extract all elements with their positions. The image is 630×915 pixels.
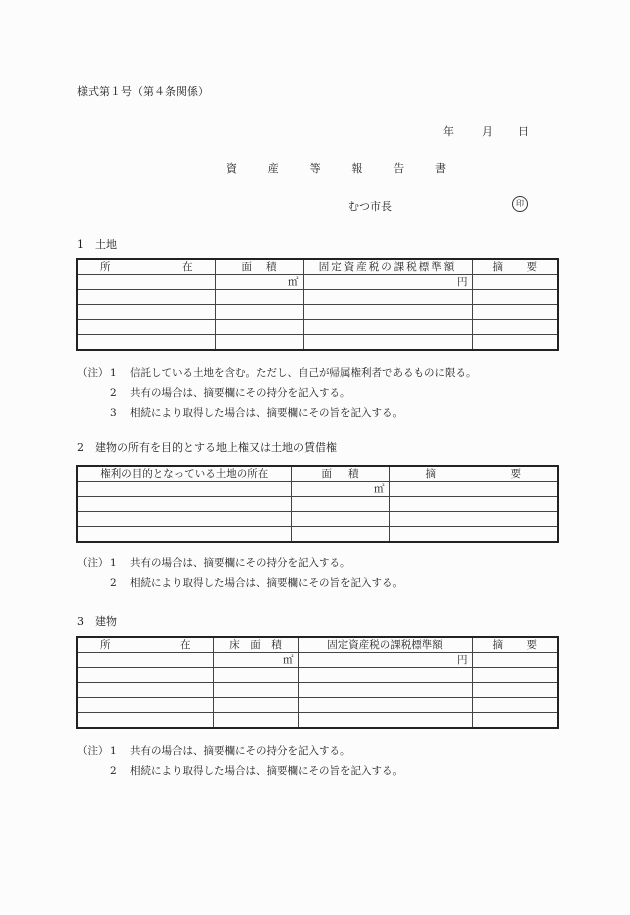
seal-icon: 印	[512, 196, 528, 212]
area-cell[interactable]	[215, 335, 303, 351]
land-table	[76, 258, 559, 351]
remarks-cell[interactable]	[472, 290, 558, 305]
col-tax-base: 固定資産税の課税標準額	[303, 259, 472, 275]
section1-notes	[77, 363, 477, 423]
form-number: 様式第１号（第４条関係）	[77, 85, 209, 98]
remarks-cell[interactable]	[472, 305, 558, 320]
area-cell[interactable]	[215, 320, 303, 335]
table-row	[77, 713, 558, 729]
tax-base-cell[interactable]: 円	[303, 275, 472, 290]
title-char: 書	[434, 162, 446, 175]
table-row	[77, 320, 558, 335]
area-cell[interactable]	[291, 497, 389, 512]
section2-notes	[77, 553, 403, 593]
location-cell[interactable]	[77, 653, 213, 668]
leasehold-table	[76, 465, 559, 543]
title-char: 産	[267, 162, 279, 175]
table-header-row	[77, 637, 558, 653]
remarks-cell[interactable]	[472, 335, 558, 351]
col-land-location: 権利の目的となっている土地の所在	[77, 466, 291, 482]
area-cell[interactable]: ㎡	[291, 482, 389, 497]
table-header-row	[77, 259, 558, 275]
table-row	[77, 497, 558, 512]
section3-notes	[77, 741, 403, 781]
tax-base-cell[interactable]	[298, 698, 472, 713]
remarks-cell[interactable]	[472, 713, 558, 729]
note: 2 相続により取得した場合は、摘要欄にその旨を記入する。	[110, 577, 403, 589]
table-row	[77, 305, 558, 320]
table-row	[77, 527, 558, 543]
note: 3 相続により取得した場合は、摘要欄にその旨を記入する。	[110, 407, 403, 419]
note: 2 相続により取得した場合は、摘要欄にその旨を記入する。	[110, 765, 403, 777]
remarks-cell[interactable]	[472, 653, 558, 668]
remarks-cell[interactable]	[389, 497, 558, 512]
floor-area-cell[interactable]	[213, 713, 298, 729]
area-cell[interactable]	[291, 527, 389, 543]
area-cell[interactable]	[215, 290, 303, 305]
col-remarks: 摘 要	[472, 259, 558, 275]
table-row	[77, 512, 558, 527]
date-year-label: 年	[443, 125, 454, 138]
title-char: 報	[351, 162, 363, 175]
table-row	[77, 335, 558, 351]
remarks-cell[interactable]	[389, 482, 558, 497]
location-cell[interactable]	[77, 305, 215, 320]
tax-base-cell[interactable]	[303, 335, 472, 351]
addressee: むつ市長	[348, 200, 392, 213]
area-cell[interactable]	[215, 305, 303, 320]
col-remarks: 摘 要	[389, 466, 558, 482]
table-header-row	[77, 466, 558, 482]
title-char: 告	[393, 162, 405, 175]
remarks-cell[interactable]	[472, 668, 558, 683]
note: 2 共有の場合は、摘要欄にその持分を記入する。	[110, 387, 351, 399]
table-row	[77, 275, 558, 290]
location-cell[interactable]	[77, 320, 215, 335]
table-row	[77, 653, 558, 668]
location-cell[interactable]	[77, 290, 215, 305]
location-cell[interactable]	[77, 275, 215, 290]
remarks-cell[interactable]	[389, 527, 558, 543]
floor-area-cell[interactable]: ㎡	[213, 653, 298, 668]
remarks-cell[interactable]	[389, 512, 558, 527]
tax-base-cell[interactable]	[298, 683, 472, 698]
document-title	[226, 160, 446, 176]
date-day-label: 日	[518, 125, 529, 138]
note: （注） 1 信託している土地を含む。ただし、自己が帰属権利者であるものに限る。	[77, 367, 477, 379]
title-char: 等	[309, 162, 321, 175]
tax-base-cell[interactable]	[303, 320, 472, 335]
section3-heading: 3 建物	[77, 615, 117, 628]
date-month-label: 月	[482, 125, 493, 138]
floor-area-cell[interactable]	[213, 698, 298, 713]
col-area: 面 積	[215, 259, 303, 275]
col-floor-area: 床 面 積	[213, 637, 298, 653]
table-row	[77, 683, 558, 698]
col-area: 面 積	[291, 466, 389, 482]
land-location-cell[interactable]	[77, 512, 291, 527]
area-cell[interactable]	[291, 512, 389, 527]
col-location: 所 在	[77, 637, 213, 653]
col-location: 所 在	[77, 259, 215, 275]
location-cell[interactable]	[77, 335, 215, 351]
note: （注） 1 共有の場合は、摘要欄にその持分を記入する。	[77, 745, 351, 757]
col-tax-base: 固定資産税の課税標準額	[298, 637, 472, 653]
land-location-cell[interactable]	[77, 482, 291, 497]
tax-base-cell[interactable]	[303, 290, 472, 305]
title-char: 資	[226, 162, 237, 175]
land-location-cell[interactable]	[77, 527, 291, 543]
remarks-cell[interactable]	[472, 320, 558, 335]
table-row	[77, 482, 558, 497]
tax-base-cell[interactable]	[303, 305, 472, 320]
remarks-cell[interactable]	[472, 683, 558, 698]
land-location-cell[interactable]	[77, 497, 291, 512]
floor-area-cell[interactable]	[213, 683, 298, 698]
note: （注） 1 共有の場合は、摘要欄にその持分を記入する。	[77, 557, 351, 569]
tax-base-cell[interactable]: 円	[298, 653, 472, 668]
location-cell[interactable]	[77, 713, 213, 729]
tax-base-cell[interactable]	[298, 668, 472, 683]
remarks-cell[interactable]	[472, 698, 558, 713]
floor-area-cell[interactable]	[213, 668, 298, 683]
location-cell[interactable]	[77, 668, 213, 683]
col-remarks: 摘 要	[472, 637, 558, 653]
location-cell[interactable]	[77, 698, 213, 713]
section1-heading: 1 土地	[77, 238, 117, 251]
location-cell[interactable]	[77, 683, 213, 698]
tax-base-cell[interactable]	[298, 713, 472, 729]
remarks-cell[interactable]	[472, 275, 558, 290]
table-row	[77, 290, 558, 305]
building-table	[76, 636, 559, 729]
area-cell[interactable]: ㎡	[215, 275, 303, 290]
table-row	[77, 698, 558, 713]
table-row	[77, 668, 558, 683]
section2-heading: 2 建物の所有を目的とする地上権又は土地の賃借権	[77, 441, 337, 454]
